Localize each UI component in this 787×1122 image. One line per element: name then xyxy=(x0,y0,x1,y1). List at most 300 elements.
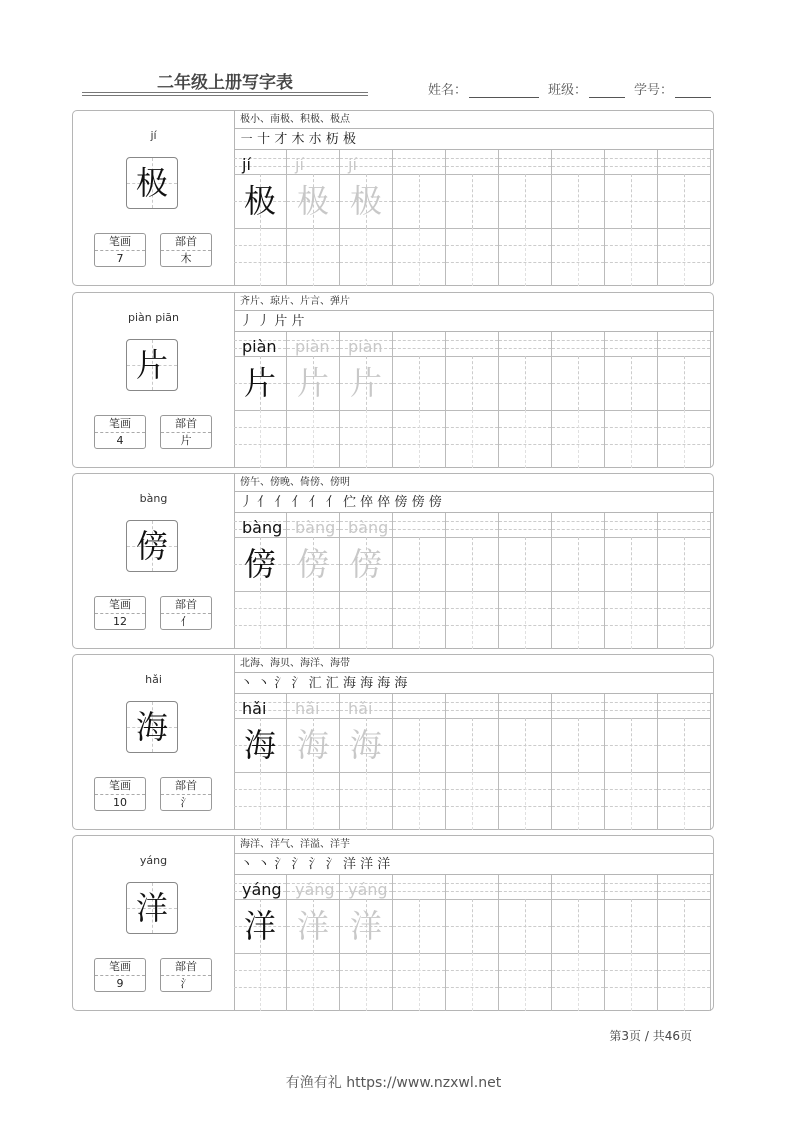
model-pinyin: yáng xyxy=(242,880,282,899)
stroke-step: 丶 xyxy=(257,857,271,872)
practice-guide-v xyxy=(631,772,632,830)
pinyin-guide-line xyxy=(605,348,657,349)
practice-guide-v xyxy=(313,228,314,286)
practice-guide-v xyxy=(260,410,261,468)
practice-column[interactable] xyxy=(658,513,711,649)
pinyin-guide-line xyxy=(605,529,657,530)
pinyin-guide-line xyxy=(393,166,445,167)
pinyin-guide-line xyxy=(446,521,498,522)
model-pinyin: jí xyxy=(242,155,251,174)
practice-column[interactable] xyxy=(658,694,711,830)
tian-grid-v xyxy=(472,174,473,228)
tian-grid-v xyxy=(472,718,473,772)
practice-column[interactable] xyxy=(393,332,446,468)
pinyin-guide-line xyxy=(393,710,445,711)
practice-guide-v xyxy=(313,591,314,649)
tian-grid-v xyxy=(684,356,685,410)
stroke-step: 氵 xyxy=(274,857,288,872)
practice-column[interactable] xyxy=(234,513,287,649)
practice-guide-v xyxy=(631,228,632,286)
practice-panel xyxy=(234,655,713,829)
practice-guide-v xyxy=(419,772,420,830)
pinyin-guide-line xyxy=(446,348,498,349)
practice-guide-v xyxy=(313,953,314,1011)
character-glyph: 洋 xyxy=(135,889,168,927)
practice-guide-v xyxy=(419,953,420,1011)
stroke-step: 傍 xyxy=(394,495,408,510)
practice-column[interactable] xyxy=(552,694,605,830)
trace-pinyin: yáng xyxy=(295,880,335,899)
pinyin-guide-line xyxy=(658,891,710,892)
trace-pinyin: bàng xyxy=(295,518,336,537)
tian-grid-v xyxy=(472,899,473,953)
pinyin-guide-line xyxy=(393,883,445,884)
trace-character: 海 xyxy=(349,726,382,764)
pinyin-guide-line xyxy=(658,702,710,703)
character-pinyin: piàn piān xyxy=(128,311,179,324)
stroke-step: 洋 xyxy=(360,857,374,872)
radical-label: 部首 xyxy=(161,959,211,976)
pinyin-guide-line xyxy=(552,891,604,892)
pinyin-guide-line xyxy=(658,348,710,349)
tian-grid-v xyxy=(419,537,420,591)
pinyin-guide-line xyxy=(605,521,657,522)
stroke-step: 杤 xyxy=(325,132,339,147)
stroke-step: 十 xyxy=(257,132,271,147)
tian-grid-v xyxy=(472,537,473,591)
practice-column[interactable] xyxy=(499,332,552,468)
stroke-count-label: 笔画 xyxy=(95,778,145,795)
pinyin-guide-line xyxy=(552,883,604,884)
practice-grid xyxy=(234,513,713,649)
practice-column[interactable] xyxy=(499,150,552,286)
practice-guide-v xyxy=(684,772,685,830)
character-glyph: 海 xyxy=(135,708,168,746)
pinyin-guide-line xyxy=(499,702,551,703)
practice-guide-v xyxy=(631,953,632,1011)
practice-guide-v xyxy=(366,410,367,468)
name-blank[interactable] xyxy=(469,83,539,98)
trace-character: 傍 xyxy=(349,545,382,583)
stroke-step: ㇐ xyxy=(240,132,254,147)
character-glyph: 片 xyxy=(135,346,168,384)
class-blank[interactable] xyxy=(589,83,625,98)
radical-value: 氵 xyxy=(180,977,192,990)
stroke-step: 丶 xyxy=(257,676,271,691)
practice-guide-v xyxy=(313,410,314,468)
practice-column[interactable] xyxy=(446,150,499,286)
tian-grid-v xyxy=(631,537,632,591)
stroke-count-box xyxy=(94,777,146,811)
stroke-step: 汇 xyxy=(325,676,339,691)
pinyin-guide-line xyxy=(499,529,551,530)
example-words: 傍午、傍晚、倚傍、傍明 xyxy=(234,474,713,492)
tian-grid-v xyxy=(419,899,420,953)
practice-column[interactable] xyxy=(658,332,711,468)
practice-column[interactable] xyxy=(393,150,446,286)
example-words: 齐片、琼片、片言、弹片 xyxy=(234,293,713,311)
practice-panel xyxy=(234,111,713,285)
stroke-count-value: 10 xyxy=(113,796,127,809)
character-card xyxy=(72,835,714,1011)
practice-guide-v xyxy=(525,953,526,1011)
radical-label: 部首 xyxy=(161,234,211,251)
practice-column[interactable] xyxy=(446,694,499,830)
pinyin-guide-line xyxy=(658,340,710,341)
pinyin-guide-line xyxy=(393,891,445,892)
pinyin-guide-line xyxy=(658,883,710,884)
stroke-step: 伫 xyxy=(342,495,356,510)
radical-value: 片 xyxy=(180,434,192,447)
stroke-step: 丿 xyxy=(240,314,254,329)
stroke-step: 片 xyxy=(291,314,305,329)
radical-value: 木 xyxy=(180,252,192,265)
stroke-order xyxy=(234,311,713,332)
tian-grid-v xyxy=(578,537,579,591)
practice-guide-v xyxy=(525,591,526,649)
tian-grid-v xyxy=(684,537,685,591)
trace-character: 洋 xyxy=(296,907,329,945)
stroke-order xyxy=(234,854,713,875)
practice-guide-v xyxy=(472,591,473,649)
practice-column[interactable] xyxy=(287,513,340,649)
pinyin-guide-line xyxy=(499,340,551,341)
pinyin-guide-line xyxy=(446,166,498,167)
stroke-step: 朩 xyxy=(308,132,322,147)
tian-grid-v xyxy=(631,174,632,228)
character-pinyin: hǎi xyxy=(145,673,162,686)
stroke-step: 丶 xyxy=(240,857,254,872)
pinyin-guide-line xyxy=(605,166,657,167)
tian-grid-v xyxy=(578,356,579,410)
character-card xyxy=(72,473,714,649)
practice-column[interactable] xyxy=(605,513,658,649)
trace-pinyin: hǎi xyxy=(348,699,373,718)
pinyin-guide-line xyxy=(605,710,657,711)
practice-panel xyxy=(234,293,713,467)
radical-box xyxy=(160,415,212,449)
practice-guide-v xyxy=(684,228,685,286)
id-field[interactable] xyxy=(634,79,711,98)
practice-guide-v xyxy=(472,953,473,1011)
practice-guide-v xyxy=(578,953,579,1011)
practice-guide-v xyxy=(525,228,526,286)
trace-pinyin: jí xyxy=(295,155,304,174)
practice-grid xyxy=(234,694,713,830)
stroke-step: 洋 xyxy=(342,857,356,872)
pinyin-guide-line xyxy=(499,710,551,711)
pinyin-guide-line xyxy=(552,158,604,159)
page-title: 二年级上册写字表 xyxy=(157,73,293,93)
tian-grid-v xyxy=(525,899,526,953)
pinyin-guide-line xyxy=(446,158,498,159)
trace-character: 极 xyxy=(349,182,382,220)
stroke-step: 汇 xyxy=(308,676,322,691)
stroke-order xyxy=(234,673,713,694)
stroke-step: 倅 xyxy=(360,495,374,510)
trace-pinyin: yáng xyxy=(348,880,388,899)
practice-guide-v xyxy=(366,228,367,286)
model-character: 洋 xyxy=(243,907,276,945)
trace-character: 极 xyxy=(296,182,329,220)
pinyin-guide-line xyxy=(499,891,551,892)
stroke-step: 丶 xyxy=(240,676,254,691)
stroke-step: 傍 xyxy=(411,495,425,510)
pinyin-guide-line xyxy=(605,702,657,703)
character-box xyxy=(126,520,178,572)
practice-guide-v xyxy=(578,772,579,830)
practice-column[interactable] xyxy=(287,694,340,830)
practice-column[interactable] xyxy=(340,513,393,649)
tian-grid-v xyxy=(525,537,526,591)
title-underline-second xyxy=(82,95,368,96)
pinyin-guide-line xyxy=(658,529,710,530)
practice-grid xyxy=(234,875,713,1011)
practice-grid xyxy=(234,150,713,286)
practice-guide-v xyxy=(578,591,579,649)
tian-grid-v xyxy=(684,899,685,953)
pinyin-guide-line xyxy=(552,348,604,349)
stroke-step: 亻 xyxy=(274,495,288,510)
pinyin-guide-line xyxy=(499,158,551,159)
worksheet-header xyxy=(0,0,787,105)
stroke-count-label: 笔画 xyxy=(95,959,145,976)
stroke-step: 氵 xyxy=(291,857,305,872)
tian-grid-v xyxy=(472,356,473,410)
stroke-step: 海 xyxy=(377,676,391,691)
pinyin-guide-line xyxy=(658,521,710,522)
trace-pinyin: bàng xyxy=(348,518,389,537)
practice-column[interactable] xyxy=(287,875,340,1011)
character-pinyin: yáng xyxy=(139,854,168,867)
practice-guide-v xyxy=(525,772,526,830)
model-pinyin: bàng xyxy=(242,518,283,537)
pinyin-guide-line xyxy=(393,340,445,341)
practice-column[interactable] xyxy=(446,875,499,1011)
practice-column[interactable] xyxy=(234,332,287,468)
stroke-step: 海 xyxy=(360,676,374,691)
radical-label: 部首 xyxy=(161,597,211,614)
stroke-order xyxy=(234,129,713,150)
pinyin-guide-line xyxy=(552,521,604,522)
pinyin-guide-line xyxy=(552,166,604,167)
practice-column[interactable] xyxy=(393,875,446,1011)
tian-grid-v xyxy=(631,356,632,410)
trace-pinyin: jí xyxy=(348,155,357,174)
stroke-step: 木 xyxy=(291,132,305,147)
pinyin-guide-line xyxy=(499,348,551,349)
stroke-count-value: 9 xyxy=(116,977,124,990)
practice-column[interactable] xyxy=(552,150,605,286)
practice-guide-v xyxy=(366,953,367,1011)
stroke-step: 才 xyxy=(274,132,288,147)
practice-guide-v xyxy=(525,410,526,468)
pinyin-guide-line xyxy=(499,883,551,884)
practice-guide-v xyxy=(419,228,420,286)
tian-grid-v xyxy=(419,174,420,228)
pinyin-guide-line xyxy=(605,340,657,341)
pinyin-guide-line xyxy=(393,521,445,522)
character-info-panel xyxy=(73,655,235,829)
model-character: 傍 xyxy=(243,545,276,583)
pinyin-guide-line xyxy=(393,158,445,159)
practice-guide-v xyxy=(472,772,473,830)
stroke-count-label: 笔画 xyxy=(95,416,145,433)
practice-guide-v xyxy=(578,410,579,468)
stroke-step: 极 xyxy=(342,132,356,147)
tian-grid-v xyxy=(525,174,526,228)
name-field[interactable] xyxy=(428,79,539,98)
id-blank[interactable] xyxy=(675,83,711,98)
practice-panel xyxy=(234,836,713,1010)
pinyin-guide-line xyxy=(605,883,657,884)
radical-box xyxy=(160,596,212,630)
practice-column[interactable] xyxy=(340,150,393,286)
practice-guide-v xyxy=(260,228,261,286)
pinyin-guide-line xyxy=(552,710,604,711)
practice-column[interactable] xyxy=(552,875,605,1011)
class-field[interactable] xyxy=(548,79,625,98)
practice-column[interactable] xyxy=(446,513,499,649)
example-words: 极小、南极、积极、极点 xyxy=(234,111,713,129)
character-box xyxy=(126,882,178,934)
model-character: 海 xyxy=(243,726,276,764)
tian-grid-v xyxy=(419,718,420,772)
practice-column[interactable] xyxy=(234,875,287,1011)
stroke-count-label: 笔画 xyxy=(95,597,145,614)
practice-column[interactable] xyxy=(340,694,393,830)
radical-box xyxy=(160,777,212,811)
character-glyph: 极 xyxy=(135,164,168,202)
model-pinyin: piàn xyxy=(242,337,277,356)
pinyin-guide-line xyxy=(393,702,445,703)
tian-grid-v xyxy=(631,899,632,953)
practice-column[interactable] xyxy=(340,875,393,1011)
tian-grid-v xyxy=(578,174,579,228)
practice-guide-v xyxy=(260,772,261,830)
practice-column[interactable] xyxy=(552,332,605,468)
trace-character: 海 xyxy=(296,726,329,764)
practice-column[interactable] xyxy=(446,332,499,468)
stroke-step: 海 xyxy=(394,676,408,691)
pinyin-guide-line xyxy=(393,348,445,349)
character-pinyin: jí xyxy=(150,129,157,142)
practice-column[interactable] xyxy=(287,332,340,468)
page-number: 第3页 / 共46页 xyxy=(609,1029,692,1043)
radical-value: 亻 xyxy=(180,615,192,628)
stroke-step: 倅 xyxy=(377,495,391,510)
stroke-step: 亻 xyxy=(291,495,305,510)
stroke-step: 氵 xyxy=(274,676,288,691)
practice-guide-v xyxy=(366,591,367,649)
pinyin-guide-line xyxy=(658,710,710,711)
practice-column[interactable] xyxy=(393,513,446,649)
practice-guide-v xyxy=(260,953,261,1011)
practice-guide-v xyxy=(472,228,473,286)
stroke-step: 海 xyxy=(342,676,356,691)
practice-column[interactable] xyxy=(234,150,287,286)
practice-guide-v xyxy=(684,591,685,649)
stroke-step: 亻 xyxy=(257,495,271,510)
trace-character: 傍 xyxy=(296,545,329,583)
example-words: 海洋、洋气、洋溢、洋芋 xyxy=(234,836,713,854)
name-label: 姓名： xyxy=(428,83,468,98)
tian-grid-v xyxy=(419,356,420,410)
radical-box xyxy=(160,233,212,267)
id-label: 学号： xyxy=(634,83,674,98)
practice-guide-v xyxy=(419,410,420,468)
practice-guide-v xyxy=(631,591,632,649)
practice-guide-v xyxy=(472,410,473,468)
radical-value: 氵 xyxy=(180,796,192,809)
stroke-step: 丿 xyxy=(257,314,271,329)
trace-pinyin: piàn xyxy=(348,337,383,356)
stroke-count-value: 12 xyxy=(113,615,127,628)
practice-guide-v xyxy=(313,772,314,830)
stroke-step: 丿 xyxy=(240,495,254,510)
practice-column[interactable] xyxy=(499,875,552,1011)
practice-column[interactable] xyxy=(605,694,658,830)
footer-watermark: 有渔有礼 https://www.nzxwl.net xyxy=(285,1075,502,1091)
practice-column[interactable] xyxy=(499,694,552,830)
pinyin-guide-line xyxy=(605,158,657,159)
radical-box xyxy=(160,958,212,992)
example-words: 北海、海贝、海洋、海带 xyxy=(234,655,713,673)
stroke-step: 亻 xyxy=(308,495,322,510)
pinyin-guide-line xyxy=(446,710,498,711)
practice-column[interactable] xyxy=(552,513,605,649)
practice-column[interactable] xyxy=(287,150,340,286)
practice-column[interactable] xyxy=(658,875,711,1011)
pinyin-guide-line xyxy=(393,529,445,530)
class-label: 班级： xyxy=(548,83,588,98)
stroke-order xyxy=(234,492,713,513)
practice-column[interactable] xyxy=(234,694,287,830)
practice-column[interactable] xyxy=(605,332,658,468)
practice-grid xyxy=(234,332,713,468)
stroke-step: 氵 xyxy=(291,676,305,691)
stroke-count-box xyxy=(94,958,146,992)
practice-guide-v xyxy=(419,591,420,649)
character-card xyxy=(72,292,714,468)
character-glyph: 傍 xyxy=(135,527,168,565)
pinyin-guide-line xyxy=(552,702,604,703)
practice-column[interactable] xyxy=(658,150,711,286)
practice-column[interactable] xyxy=(340,332,393,468)
radical-label: 部首 xyxy=(161,416,211,433)
character-info-panel xyxy=(73,111,235,285)
pinyin-guide-line xyxy=(446,891,498,892)
character-info-panel xyxy=(73,293,235,467)
pinyin-guide-line xyxy=(658,166,710,167)
model-character: 极 xyxy=(243,182,276,220)
practice-column[interactable] xyxy=(499,513,552,649)
tian-grid-v xyxy=(684,174,685,228)
stroke-step: 傍 xyxy=(428,495,442,510)
trace-character: 片 xyxy=(349,364,382,402)
trace-pinyin: hǎi xyxy=(295,699,320,718)
practice-column[interactable] xyxy=(605,150,658,286)
practice-column[interactable] xyxy=(605,875,658,1011)
stroke-step: 亻 xyxy=(325,495,339,510)
character-card xyxy=(72,654,714,830)
practice-column[interactable] xyxy=(393,694,446,830)
trace-pinyin: piàn xyxy=(295,337,330,356)
character-box xyxy=(126,701,178,753)
trace-character: 片 xyxy=(296,364,329,402)
stroke-count-box xyxy=(94,415,146,449)
pinyin-guide-line xyxy=(552,529,604,530)
